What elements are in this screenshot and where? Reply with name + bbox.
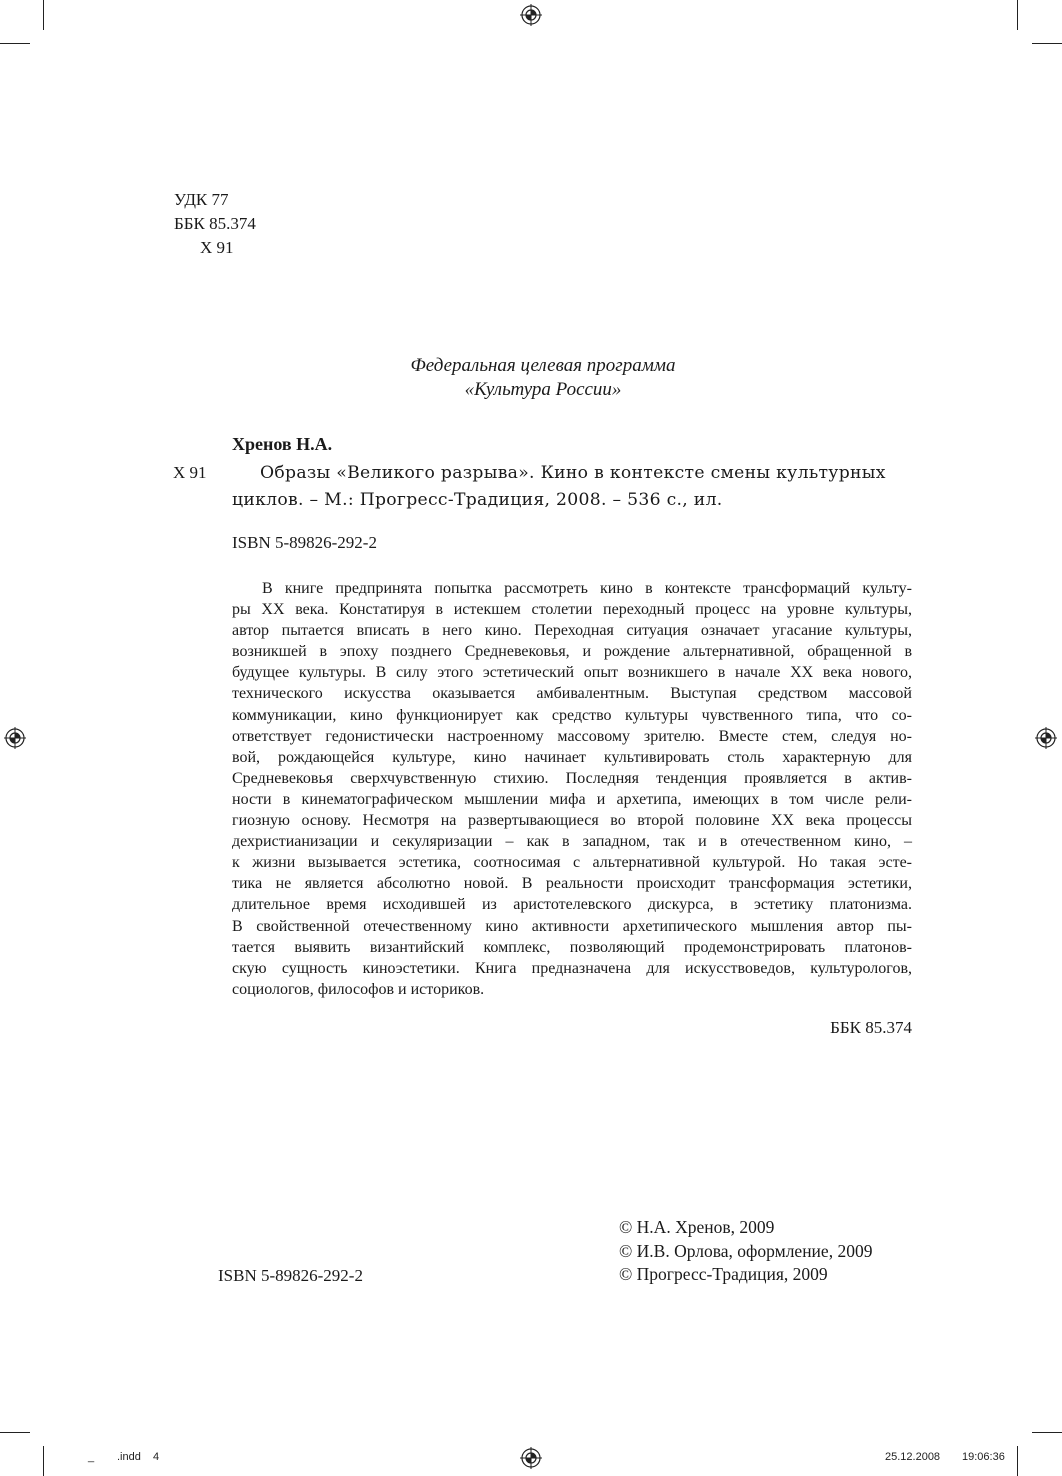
abstract-line: скую сущность киноэстетики. Книга предназначена для искусствоведов, культурологов, (232, 959, 912, 977)
crop-mark-right-top (1032, 43, 1062, 44)
crop-mark-top-left (43, 0, 44, 30)
abstract-line: ры XX века. Констатируя в истекшем столетии переходный процесс на уровне культуры, (232, 601, 912, 619)
registration-mark-left-icon (4, 727, 26, 749)
program-line-2: «Культура России» (464, 379, 622, 400)
abstract-line: к жизни вызывается эстетика, соотносимая с альтернативной культурой. Но такая эсте- (232, 854, 912, 872)
registration-mark-bottom-icon (520, 1447, 542, 1469)
slug-file-prefix: _ (88, 1451, 95, 1463)
book-author: Хренов Н.А. (232, 434, 333, 454)
crop-mark-left-bottom (0, 1432, 30, 1433)
bbk-code-bottom: ББК 85.374 (830, 1018, 912, 1037)
registration-mark-top-icon (520, 4, 542, 26)
abstract-line: коммуникации, кино функционирует как средство культуры чувственного типа, что со- (232, 706, 912, 724)
crop-mark-right-bottom (1032, 1432, 1062, 1433)
abstract-line: В свойственной отечественному кино активности архетипического мышления автор пы- (232, 917, 912, 935)
abstract-line: ответствует гедонистически настроенному массовому зрителю. Вместе стем, следуя но- (232, 727, 912, 745)
program-line-1: Федеральная целевая программа (410, 355, 676, 376)
crop-mark-top-right (1017, 0, 1018, 30)
book-title-line-2: циклов. – М.: Прогресс-Традиция, 2008. – 536 с., ил. (232, 490, 723, 510)
slug-time: 19:06:36 (962, 1451, 1005, 1463)
abstract-line: ности в кинематографическом мышлении мифа и архетипа, имеющих в том числе рели- (232, 790, 912, 808)
abstract-line: В книге предпринята попытка рассмотреть кино в контексте трансформаций культу- (262, 580, 912, 597)
abstract-line: тается выявить византийский комплекс, позволяющий продемонстрировать платонов- (232, 938, 912, 956)
crop-mark-bottom-left (43, 1446, 44, 1476)
crop-mark-left-top (0, 43, 30, 44)
abstract (232, 578, 912, 1000)
abstract-line: автор пытается вписать в него кино. Переходная ситуация означает угасание культуры, (232, 622, 912, 640)
book-title-line-1: Образы «Великого разрыва». Кино в контексте смены культурных (260, 463, 886, 483)
isbn-bottom: ISBN 5-89826-292-2 (218, 1266, 363, 1285)
abstract-line: гиозную основу. Несмотря на развертывающиеся во второй половине XX века процессы (232, 812, 912, 830)
abstract-line: технического искусства оказывается амбивалентным. Выступая средством массовой (232, 685, 912, 703)
author-mark: Х 91 (200, 238, 234, 257)
abstract-line: Средневековья сверхчувственную стихию. Последняя тенденция проявляется в актив- (232, 769, 912, 787)
slug-page-number: 4 (153, 1451, 160, 1463)
abstract-line: длительное время исходившей из аристотелевского дискурса, в эстетику платонизма. (232, 896, 912, 914)
copyright-line: © И.В. Орлова, оформление, 2009 (619, 1240, 873, 1261)
udk-code: УДК 77 (174, 190, 229, 209)
abstract-line: тика не является абсолютно новой. В реальности происходит трансформация эстетики, (232, 875, 912, 893)
bbk-code: ББК 85.374 (174, 214, 256, 233)
crop-mark-bottom-right (1017, 1446, 1018, 1476)
book-isbn: ISBN 5-89826-292-2 (232, 533, 377, 552)
abstract-line: вой, рождающейся культуре, кино начинает культивировать столь характерную для (232, 748, 912, 766)
slug-file-name: .indd (117, 1451, 141, 1463)
book-title (232, 460, 922, 514)
registration-mark-right-icon (1035, 727, 1057, 749)
copyright-line: © Н.А. Хренов, 2009 (619, 1217, 775, 1237)
abstract-line: дехристианизации и секуляризации – как в западном, так и в отечественном кино, – (232, 833, 912, 851)
abstract-line: возникшей в эпоху позднего Средневековья, и рождение альтернативной, обращенной в (232, 643, 912, 661)
copyright-block (619, 1216, 872, 1287)
abstract-line: социологов, философов и историков. (232, 980, 485, 998)
abstract-line: будущее культуры. В силу этого эстетический опыт возникшего в начале XX века нового, (232, 664, 912, 682)
slug-date: 25.12.2008 (885, 1451, 941, 1463)
copyright-line: © Прогресс-Традиция, 2009 (619, 1264, 828, 1284)
book-code: Х 91 (173, 463, 207, 482)
